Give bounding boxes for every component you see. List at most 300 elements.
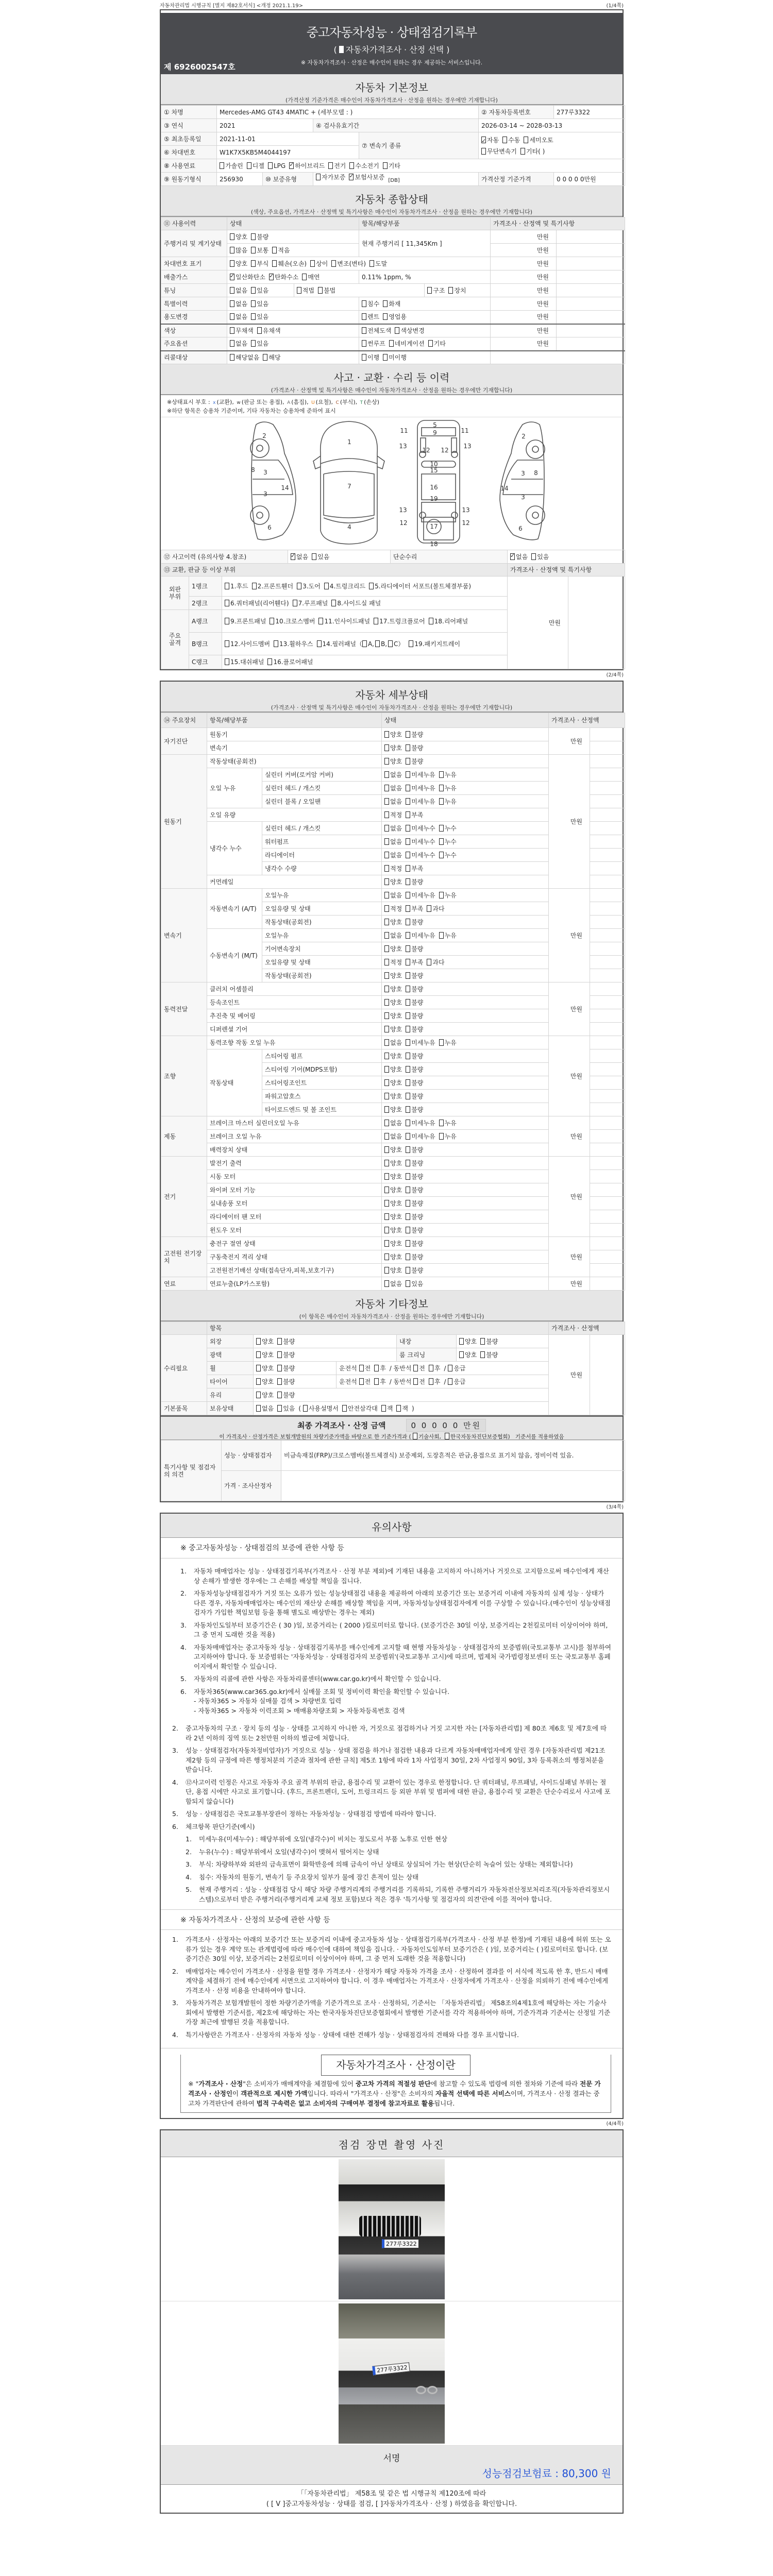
checkbox[interactable]: [395, 327, 399, 334]
checkbox-option[interactable]: 없음: [384, 825, 402, 832]
part-checkbox-option[interactable]: 13.휠하우스: [274, 639, 313, 649]
checkbox[interactable]: [383, 354, 388, 361]
checkbox[interactable]: [406, 1227, 410, 1233]
checkbox-option[interactable]: 불량: [406, 1227, 423, 1234]
checkbox[interactable]: [375, 640, 380, 647]
checkbox-option[interactable]: 유채색: [257, 327, 281, 334]
checkbox[interactable]: [439, 1120, 444, 1126]
checkbox[interactable]: [251, 300, 256, 307]
checkbox-checked[interactable]: [289, 162, 294, 169]
checkbox-option[interactable]: 전: [359, 1365, 371, 1372]
checkbox-option[interactable]: 양호: [256, 1351, 274, 1359]
checkbox[interactable]: [230, 327, 234, 334]
checkbox[interactable]: [297, 583, 301, 589]
checkbox[interactable]: [384, 1146, 389, 1153]
checkbox[interactable]: [251, 233, 256, 240]
checkbox-option[interactable]: 미이행: [383, 354, 407, 361]
checkbox[interactable]: [448, 1365, 452, 1371]
checkbox-option[interactable]: 양호: [230, 233, 247, 241]
checkbox-option[interactable]: 불량: [480, 1351, 498, 1359]
checkbox-option[interactable]: 썬루프: [362, 340, 385, 347]
part-checkbox-option[interactable]: 5.라디에이터 서포트(볼트체결부품): [369, 582, 471, 591]
checkbox-option[interactable]: 많음: [230, 247, 247, 254]
checkbox-option[interactable]: 미세누유: [406, 1133, 435, 1140]
checkbox[interactable]: [252, 583, 257, 589]
checkbox-option[interactable]: 미세누유: [406, 1039, 435, 1046]
checkbox-option[interactable]: 양호: [384, 758, 402, 765]
checkbox[interactable]: [331, 600, 336, 606]
checkbox-option[interactable]: 해당: [263, 354, 280, 361]
checkbox-option[interactable]: 침수: [362, 300, 379, 308]
checkbox[interactable]: [427, 905, 431, 912]
checkbox-option[interactable]: 적정: [384, 865, 402, 872]
checkbox[interactable]: [312, 553, 316, 560]
checkbox[interactable]: [384, 1173, 389, 1180]
checkbox-option[interactable]: 불량: [406, 1026, 423, 1033]
checkbox-option[interactable]: 미세누수: [406, 825, 435, 832]
checkbox[interactable]: [251, 313, 256, 320]
checkbox[interactable]: [406, 945, 410, 952]
checkbox-option[interactable]: ✓ 탄화수소: [269, 274, 298, 281]
checkbox-option[interactable]: 양호: [459, 1351, 477, 1359]
checkbox[interactable]: [406, 798, 410, 805]
checkbox-option[interactable]: 불량: [406, 1267, 423, 1274]
checkbox[interactable]: [384, 1227, 389, 1233]
checkbox[interactable]: [318, 618, 323, 624]
checkbox[interactable]: [362, 300, 366, 307]
checkbox[interactable]: [230, 233, 234, 240]
checkbox[interactable]: [384, 1053, 389, 1059]
checkbox-option[interactable]: 기타( ): [520, 146, 545, 157]
checkbox[interactable]: [384, 1093, 389, 1099]
checkbox-option[interactable]: 응급: [448, 1378, 465, 1385]
checkbox[interactable]: [230, 340, 234, 347]
checkbox[interactable]: [413, 1378, 418, 1385]
checkbox[interactable]: [439, 1039, 444, 1046]
checkbox[interactable]: [256, 1378, 261, 1385]
checkbox[interactable]: [439, 771, 444, 778]
checkbox-option[interactable]: 양호: [384, 1267, 402, 1274]
checkbox[interactable]: [383, 300, 388, 307]
checkbox[interactable]: [384, 1106, 389, 1113]
checkbox[interactable]: [384, 865, 389, 872]
part-checkbox-option[interactable]: 12.사이드멤버: [225, 639, 270, 649]
checkbox[interactable]: [481, 148, 486, 155]
checkbox-checked[interactable]: [291, 553, 295, 560]
checkbox-option[interactable]: 불법: [318, 287, 335, 294]
checkbox-option[interactable]: 양호: [384, 1187, 402, 1194]
checkbox[interactable]: [369, 583, 374, 589]
checkbox[interactable]: [256, 1392, 261, 1398]
checkbox-option[interactable]: 누수: [439, 838, 457, 845]
checkbox-option[interactable]: 양호: [384, 1240, 402, 1247]
checkbox-option[interactable]: 사용설명서: [303, 1405, 339, 1412]
checkbox-option[interactable]: 양호: [384, 1066, 402, 1073]
checkbox-option[interactable]: 누유: [439, 785, 457, 792]
checkbox[interactable]: [406, 1079, 410, 1086]
checkbox[interactable]: [384, 905, 389, 912]
checkbox-option[interactable]: 없음: [384, 932, 402, 939]
checkbox[interactable]: [277, 1365, 282, 1371]
checkbox-option[interactable]: 기타: [428, 340, 446, 347]
checkbox-option[interactable]: 과다: [427, 959, 444, 966]
checkbox[interactable]: [406, 919, 410, 925]
checkbox[interactable]: [225, 583, 229, 589]
checkbox-option[interactable]: 수동: [502, 134, 520, 146]
checkbox-option[interactable]: 양호: [384, 731, 402, 738]
checkbox[interactable]: [531, 553, 536, 560]
checkbox[interactable]: [406, 852, 410, 858]
checkbox[interactable]: [383, 162, 388, 169]
checkbox-option[interactable]: 미세누유: [406, 798, 435, 805]
checkbox[interactable]: [406, 959, 410, 965]
checkbox-option[interactable]: 불량: [406, 1146, 423, 1154]
part-checkbox-option[interactable]: 19.패키지트레이: [409, 639, 460, 649]
checkbox[interactable]: [406, 1026, 410, 1032]
checkbox-option[interactable]: 양호: [256, 1378, 274, 1385]
checkbox-option[interactable]: 누유: [439, 798, 457, 805]
checkbox[interactable]: [384, 1240, 389, 1247]
checkbox[interactable]: [324, 583, 329, 589]
part-checkbox-option[interactable]: 14.필러패널（ A, B, C）: [317, 639, 406, 649]
checkbox[interactable]: [384, 825, 389, 832]
checkbox[interactable]: [406, 1120, 410, 1126]
part-checkbox-option[interactable]: 6.쿼터패널(리어휀다): [225, 599, 289, 608]
checkbox-option[interactable]: 잭: [381, 1405, 393, 1412]
checkbox-option[interactable]: 불량: [406, 919, 423, 926]
checkbox-option[interactable]: 양호: [459, 1338, 477, 1345]
checkbox[interactable]: [448, 287, 453, 294]
checkbox-option[interactable]: 적음: [272, 247, 290, 254]
checkbox[interactable]: [297, 287, 301, 294]
checkbox-option[interactable]: ✓자동: [481, 134, 499, 146]
checkbox[interactable]: [429, 618, 433, 624]
checkbox-option[interactable]: 영업용: [383, 313, 407, 320]
checkbox[interactable]: [428, 340, 433, 347]
checkbox[interactable]: [384, 758, 389, 765]
checkbox-option[interactable]: 디젤: [247, 162, 264, 170]
checkbox[interactable]: [427, 959, 431, 965]
checkbox-option[interactable]: 불량: [406, 1012, 423, 1020]
checkbox[interactable]: [406, 1053, 410, 1059]
checkbox[interactable]: [384, 1039, 389, 1046]
checkbox-option[interactable]: 불량: [406, 1079, 423, 1087]
inspection-photo-front[interactable]: [339, 2159, 445, 2299]
checkbox[interactable]: [230, 247, 234, 253]
checkbox-option[interactable]: 응급: [448, 1365, 465, 1372]
checkbox-option[interactable]: 변조(변타): [331, 260, 366, 267]
checkbox-option[interactable]: 가솔린: [220, 162, 243, 170]
checkbox-option[interactable]: 미세누수: [406, 852, 435, 859]
checkbox-option[interactable]: 양호: [384, 1200, 402, 1207]
checkbox[interactable]: [384, 744, 389, 751]
checkbox[interactable]: [502, 137, 507, 143]
checkbox[interactable]: [251, 247, 256, 253]
checkbox-checked[interactable]: [349, 174, 354, 180]
checkbox[interactable]: [317, 640, 322, 647]
checkbox-option[interactable]: 누유: [439, 1133, 457, 1140]
checkbox[interactable]: [277, 1338, 282, 1345]
checkbox-option[interactable]: 네비게이션: [389, 340, 425, 347]
checkbox-option[interactable]: 렌트: [362, 313, 379, 320]
checkbox-option[interactable]: 무채색: [230, 327, 254, 334]
checkbox-option[interactable]: 미세누수: [406, 838, 435, 845]
checkbox-option[interactable]: 불량: [277, 1351, 295, 1359]
checkbox-option[interactable]: 양호: [384, 1227, 402, 1234]
checkbox[interactable]: [331, 260, 336, 267]
checkbox[interactable]: [384, 785, 389, 791]
part-checkbox-option[interactable]: 7.루프패널: [293, 599, 328, 608]
checkbox[interactable]: [256, 1351, 261, 1358]
checkbox[interactable]: [230, 287, 234, 294]
checkbox[interactable]: [251, 287, 256, 294]
checkbox-option[interactable]: 불량: [406, 1200, 423, 1207]
checkbox-option[interactable]: 불량: [406, 1240, 423, 1247]
checkbox-option[interactable]: 상이: [310, 260, 328, 267]
checkbox[interactable]: [359, 1365, 364, 1371]
checkbox-option[interactable]: 불량: [480, 1338, 498, 1345]
checkbox-option[interactable]: 불량: [277, 1378, 295, 1385]
checkbox-option[interactable]: 색상변경: [395, 327, 424, 334]
checkbox-option[interactable]: 없음: [384, 1133, 402, 1140]
checkbox[interactable]: [230, 313, 234, 320]
checkbox-option[interactable]: 미세누유: [406, 932, 435, 939]
checkbox[interactable]: [384, 1079, 389, 1086]
checkbox-option[interactable]: 후: [429, 1378, 441, 1385]
checkbox[interactable]: [247, 162, 251, 169]
checkbox[interactable]: [384, 919, 389, 925]
checkbox-option[interactable]: A,: [362, 639, 374, 649]
checkbox-option[interactable]: 있음: [251, 313, 268, 320]
checkbox-option[interactable]: 없음: [230, 313, 247, 320]
checkbox[interactable]: [439, 932, 444, 939]
checkbox[interactable]: [362, 313, 366, 320]
checkbox[interactable]: [256, 1365, 261, 1371]
checkbox-option[interactable]: 양호: [384, 1053, 402, 1060]
checkbox-option[interactable]: 적정: [384, 905, 402, 912]
checkbox[interactable]: [272, 247, 277, 253]
checkbox[interactable]: [316, 174, 321, 180]
part-checkbox-option[interactable]: 1.후드: [225, 582, 248, 591]
checkbox-option[interactable]: LPG: [268, 162, 285, 170]
checkbox[interactable]: [384, 1133, 389, 1140]
checkbox[interactable]: [384, 731, 389, 738]
checkbox-option[interactable]: 누유: [439, 1039, 457, 1046]
checkbox[interactable]: [389, 340, 394, 347]
checkbox[interactable]: [406, 1106, 410, 1113]
checkbox-option[interactable]: 불량: [406, 1187, 423, 1194]
checkbox[interactable]: [384, 811, 389, 818]
checkbox-option[interactable]: 해당없음: [230, 354, 259, 361]
checkbox-option[interactable]: 양호: [384, 878, 402, 886]
checkbox[interactable]: [406, 1200, 410, 1207]
checkbox-option[interactable]: 전체도색: [362, 327, 391, 334]
checkbox[interactable]: [439, 892, 444, 899]
checkbox[interactable]: [225, 640, 229, 647]
checkbox[interactable]: [406, 972, 410, 979]
checkbox-option[interactable]: 없음: [384, 1039, 402, 1046]
checkbox-option[interactable]: 매연: [302, 274, 320, 281]
checkbox-option[interactable]: 후: [429, 1365, 441, 1372]
checkbox-option[interactable]: 부식: [251, 260, 268, 267]
checkbox[interactable]: [342, 1405, 347, 1412]
checkbox-option[interactable]: 없음: [230, 287, 247, 294]
checkbox-option[interactable]: 불량: [406, 878, 423, 886]
checkbox-option[interactable]: 양호: [384, 986, 402, 993]
checkbox[interactable]: [256, 1405, 261, 1412]
checkbox[interactable]: [459, 1338, 464, 1345]
checkbox-option[interactable]: 도말: [369, 260, 387, 267]
checkbox[interactable]: [374, 1378, 379, 1385]
checkbox[interactable]: [277, 1351, 282, 1358]
checkbox-option[interactable]: 있음: [277, 1405, 295, 1412]
checkbox-option[interactable]: 양호: [384, 972, 402, 979]
checkbox-option[interactable]: 양호: [384, 1146, 402, 1154]
checkbox[interactable]: [220, 162, 224, 169]
checkbox[interactable]: [384, 892, 389, 899]
checkbox-option[interactable]: 양호: [384, 945, 402, 953]
checkbox[interactable]: [524, 137, 528, 143]
checkbox-option[interactable]: 양호: [256, 1338, 274, 1345]
checkbox[interactable]: [406, 1039, 410, 1046]
checkbox[interactable]: [429, 1365, 433, 1371]
checkbox[interactable]: [384, 972, 389, 979]
checkbox[interactable]: [409, 640, 413, 647]
checkbox-checked[interactable]: [269, 274, 274, 280]
checkbox-option[interactable]: 누유: [439, 771, 457, 778]
checkbox-option[interactable]: 과다: [427, 905, 444, 912]
checkbox[interactable]: [413, 1365, 418, 1371]
checkbox[interactable]: [359, 1378, 364, 1385]
checkbox[interactable]: [263, 354, 267, 361]
checkbox-option[interactable]: 전: [413, 1378, 425, 1385]
checkbox-option[interactable]: 없음: [384, 1120, 402, 1127]
checkbox-option[interactable]: 없음: [230, 300, 247, 308]
checkbox[interactable]: [384, 1187, 389, 1193]
checkbox-option[interactable]: 구조: [427, 287, 445, 294]
checkbox[interactable]: [384, 1267, 389, 1274]
checkbox[interactable]: [406, 1066, 410, 1073]
part-checkbox-option[interactable]: 8.사이드실 패널: [331, 599, 381, 608]
checkbox[interactable]: [406, 731, 410, 738]
checkbox-option[interactable]: 양호: [384, 1093, 402, 1100]
checkbox-option[interactable]: 불량: [406, 1066, 423, 1073]
checkbox-option[interactable]: 불량: [406, 999, 423, 1006]
checkbox[interactable]: [362, 327, 366, 334]
checkbox-option[interactable]: 불량: [406, 1173, 423, 1180]
checkbox[interactable]: [406, 1173, 410, 1180]
checkbox[interactable]: [406, 825, 410, 832]
checkbox-option[interactable]: 부족: [406, 811, 423, 819]
checkbox[interactable]: [384, 986, 389, 992]
checkbox-option[interactable]: 자가보증: [316, 174, 345, 181]
checkbox[interactable]: [369, 260, 374, 267]
checkbox[interactable]: [277, 1405, 282, 1412]
checkbox[interactable]: [257, 327, 262, 334]
checkbox-option[interactable]: 부족: [406, 905, 423, 912]
checkbox-option[interactable]: 양호: [384, 999, 402, 1006]
checkbox-option[interactable]: 양호: [384, 1026, 402, 1033]
checkbox[interactable]: [374, 618, 378, 624]
checkbox[interactable]: [384, 878, 389, 885]
checkbox-option[interactable]: 양호: [384, 1079, 402, 1087]
checkbox[interactable]: [388, 640, 393, 647]
checkbox[interactable]: [274, 640, 278, 647]
part-checkbox-option[interactable]: 2.프론트휀더: [252, 582, 293, 591]
checkbox-option[interactable]: 한국자동차진단보증협회): [445, 1433, 510, 1440]
checkbox-option[interactable]: 양호: [384, 1173, 402, 1180]
checkbox[interactable]: [384, 1160, 389, 1166]
checkbox-option[interactable]: 불량: [406, 758, 423, 765]
checkbox-option[interactable]: 양호: [384, 1012, 402, 1020]
checkbox[interactable]: [381, 1405, 386, 1412]
checkbox[interactable]: [270, 618, 274, 624]
checkbox[interactable]: [272, 260, 277, 267]
checkbox-option[interactable]: 불량: [406, 731, 423, 738]
checkbox-option[interactable]: 후: [374, 1365, 386, 1372]
checkbox-option[interactable]: 안전삼각대: [342, 1405, 378, 1412]
checkbox-option[interactable]: 양호: [384, 1106, 402, 1113]
checkbox-option[interactable]: 불량: [406, 1253, 423, 1261]
checkbox-option[interactable]: 미세누유: [406, 892, 435, 899]
checkbox-option[interactable]: 불량: [406, 972, 423, 979]
part-checkbox-option[interactable]: 10.크로스멤버: [270, 617, 315, 626]
checkbox-option[interactable]: 있음: [251, 300, 268, 308]
checkbox-option[interactable]: 없음: [384, 892, 402, 899]
checkbox-option[interactable]: 기타: [383, 162, 400, 170]
checkbox[interactable]: [384, 1280, 389, 1287]
checkbox[interactable]: [406, 1213, 410, 1220]
checkbox-option[interactable]: 후: [374, 1378, 386, 1385]
checkbox-option[interactable]: 있음: [406, 1280, 423, 1287]
checkbox-option[interactable]: B,: [375, 639, 387, 649]
checkbox-option[interactable]: 누수: [439, 852, 457, 859]
checkbox-option[interactable]: 보통: [251, 247, 268, 254]
checkbox-option[interactable]: 불량: [251, 233, 268, 241]
part-checkbox-option[interactable]: 18.리어패널: [429, 617, 468, 626]
checkbox[interactable]: [384, 1012, 389, 1019]
checkbox[interactable]: [230, 260, 234, 267]
checkbox-option[interactable]: 없음: [230, 340, 247, 347]
checkbox[interactable]: [439, 798, 444, 805]
checkbox[interactable]: [406, 811, 410, 818]
checkbox-option[interactable]: 기술사회,: [413, 1433, 441, 1440]
checkbox[interactable]: [413, 1433, 417, 1439]
checkbox-option[interactable]: 불량: [406, 1053, 423, 1060]
checkbox-option[interactable]: 없음: [384, 798, 402, 805]
checkbox[interactable]: [439, 825, 444, 832]
checkbox-option[interactable]: 불량: [406, 1093, 423, 1100]
checkbox-option[interactable]: 양호: [384, 1213, 402, 1221]
checkbox-option[interactable]: 불량: [406, 986, 423, 993]
checkbox-option[interactable]: 양호: [384, 919, 402, 926]
checkbox-option[interactable]: 없음: [384, 785, 402, 792]
checkbox-option[interactable]: ✓ 없음: [291, 553, 308, 561]
checkbox[interactable]: [267, 658, 272, 665]
checkbox-option[interactable]: 적정: [384, 959, 402, 966]
checkbox-option[interactable]: 이행: [362, 354, 379, 361]
checkbox[interactable]: [429, 1378, 433, 1385]
checkbox-option[interactable]: 부족: [406, 959, 423, 966]
checkbox[interactable]: [362, 340, 366, 347]
part-checkbox-option[interactable]: 15.대쉬패널: [225, 657, 264, 667]
checkbox[interactable]: [459, 1351, 464, 1358]
checkbox-option[interactable]: 없음: [384, 838, 402, 845]
part-checkbox-option[interactable]: 11.인사이드패널: [318, 617, 370, 626]
checkbox[interactable]: [349, 162, 354, 169]
checkbox[interactable]: [384, 1213, 389, 1220]
checkbox[interactable]: [293, 600, 297, 606]
